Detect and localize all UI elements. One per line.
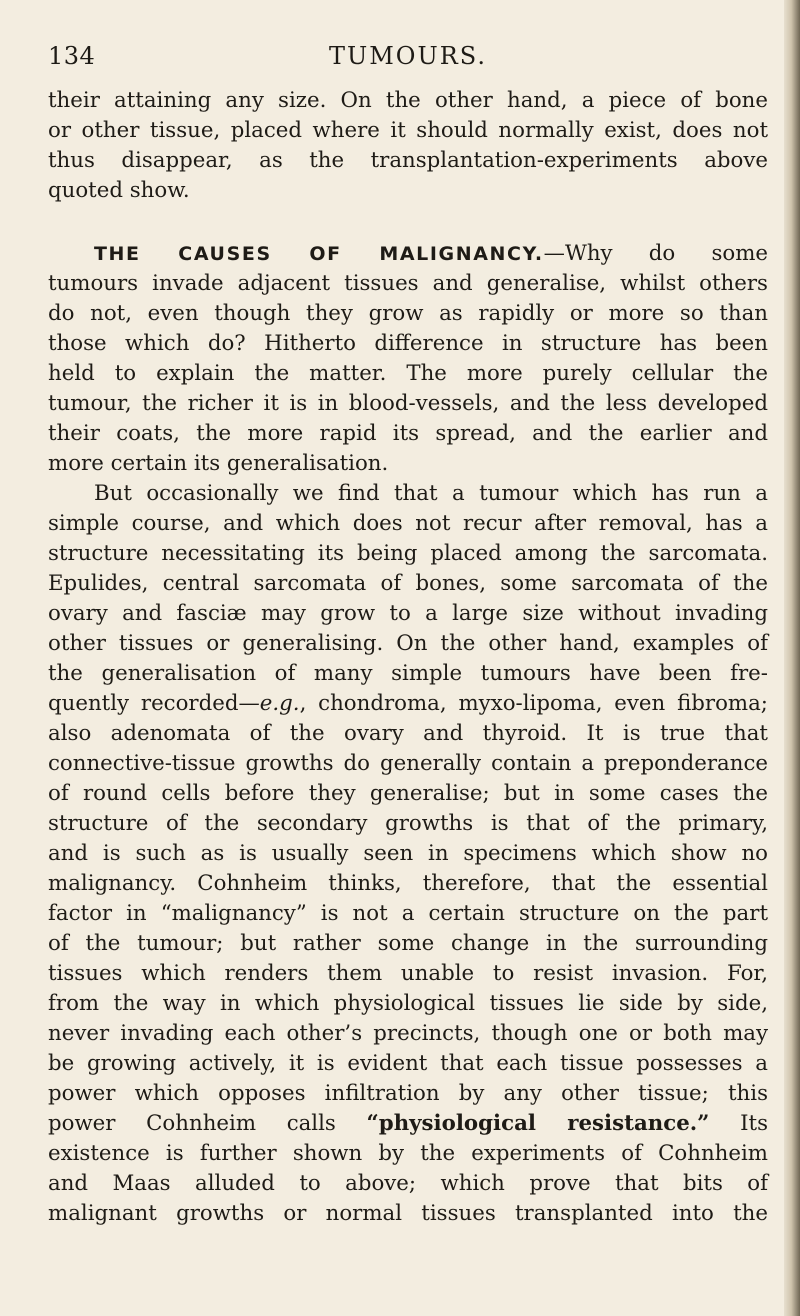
text-line: other tissues or generalising. On the other hand, examples of bbox=[48, 631, 768, 656]
text-line: held to explain the matter. The more purely cellular the bbox=[48, 361, 768, 386]
text-line: simple course, and which does not recur after removal, has a bbox=[48, 511, 768, 536]
heading-continuation: —Why do some bbox=[543, 241, 768, 266]
page-edge-shadow bbox=[784, 0, 800, 1316]
text-fragment: power Cohnheim calls bbox=[48, 1111, 367, 1136]
text-line: be growing actively, it is evident that each tissue possesses a bbox=[48, 1051, 768, 1076]
text-line: thus disappear, as the transplantation-experiments above bbox=[48, 148, 768, 173]
text-line: their coats, the more rapid its spread, and the earlier and bbox=[48, 421, 768, 446]
text-line: factor in “malignancy” is not a certain structure on the part bbox=[48, 901, 768, 926]
text-line bbox=[48, 1109, 768, 1139]
section-heading-line bbox=[48, 239, 768, 269]
text-line: ovary and fasciæ may grow to a large size without invading bbox=[48, 601, 768, 626]
text-line: and Maas alluded to above; which prove that bits of bbox=[48, 1171, 768, 1196]
italic-abbreviation: e.g. bbox=[259, 691, 300, 716]
text-line: Epulides, central sarcomata of bones, some sarcomata of the bbox=[48, 571, 768, 596]
text-line: or other tissue, placed where it should normally exist, does not bbox=[48, 118, 768, 143]
text-line: those which do? Hitherto difference in structure has been bbox=[48, 331, 768, 356]
text-line: of round cells before they generalise; but in some cases the bbox=[48, 781, 768, 806]
text-line: do not, even though they grow as rapidly or more so than bbox=[48, 301, 768, 326]
text-line: tumour, the richer it is in blood-vessels, and the less developed bbox=[48, 391, 768, 416]
section-heading: THE CAUSES OF MALIGNANCY. bbox=[94, 243, 544, 265]
text-line: their attaining any size. On the other hand, a piece of bone bbox=[48, 88, 768, 113]
text-line: tissues which renders them unable to resist invasion. For, bbox=[48, 961, 768, 986]
text-line: never invading each other’s precincts, though one or both may bbox=[48, 1021, 768, 1046]
text-line: power which opposes infiltration by any other tissue; this bbox=[48, 1081, 768, 1106]
text-line: But occasionally we find that a tumour which has run a bbox=[94, 481, 768, 506]
text-line: tumours invade adjacent tissues and generalise, whilst others bbox=[48, 271, 768, 296]
text-line: quoted show. bbox=[48, 178, 190, 203]
paragraph-3 bbox=[48, 479, 768, 1229]
text-line: structure of the secondary growths is that of the primary, bbox=[48, 811, 768, 836]
text-line: also adenomata of the ovary and thyroid. It is true that bbox=[48, 721, 768, 746]
bold-term: “physiological resistance.” bbox=[366, 1111, 710, 1136]
paragraph-1 bbox=[48, 86, 768, 206]
text-line: of the tumour; but rather some change in the surrounding bbox=[48, 931, 768, 956]
text-fragment: Its bbox=[709, 1111, 769, 1136]
page-number: 134 bbox=[48, 42, 96, 70]
paragraph-2 bbox=[48, 239, 768, 479]
text-line: more certain its generalisation. bbox=[48, 451, 389, 476]
text-line bbox=[48, 689, 768, 719]
text-line: the generalisation of many simple tumours have been fre- bbox=[48, 661, 768, 686]
book-page bbox=[48, 0, 768, 1229]
text-line: connective-tissue growths do generally contain a preponderance bbox=[48, 751, 768, 776]
running-head: TUMOURS. bbox=[329, 42, 487, 70]
text-line: structure necessitating its being placed among the sarcomata. bbox=[48, 541, 768, 566]
text-line: existence is further shown by the experiments of Cohnheim bbox=[48, 1141, 768, 1166]
text-fragment: , chondroma, myxo-lipoma, even fibroma; bbox=[299, 691, 768, 716]
text-fragment: quently recorded— bbox=[48, 691, 260, 716]
text-line: from the way in which physiological tissues lie side by side, bbox=[48, 991, 768, 1016]
page-header bbox=[48, 0, 768, 80]
text-line: malignant growths or normal tissues transplanted into the bbox=[48, 1201, 768, 1226]
text-line: malignancy. Cohnheim thinks, therefore, that the essential bbox=[48, 871, 768, 896]
text-line: and is such as is usually seen in specimens which show no bbox=[48, 841, 768, 866]
